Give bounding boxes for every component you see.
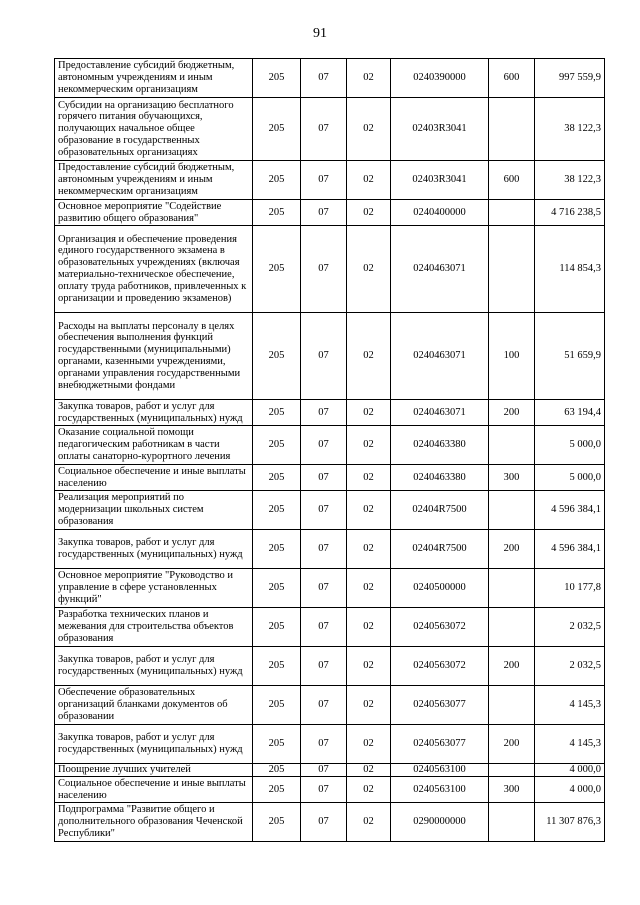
target-code: 0240563100 xyxy=(391,764,489,777)
expense-type-code xyxy=(489,226,535,313)
budget-table xyxy=(54,58,605,842)
row-name: Оказание социальной помощи педагогическим работникам в части оплаты санаторно-курортного лечения xyxy=(55,426,253,465)
ministry-code: 205 xyxy=(253,608,301,647)
ministry-code: 205 xyxy=(253,725,301,764)
row-name: Основное мероприятие "Руководство и управление в сфере установленных функций" xyxy=(55,569,253,608)
section-code: 07 xyxy=(301,647,347,686)
amount: 4 000,0 xyxy=(535,777,605,803)
table-row xyxy=(55,98,605,161)
subsection-code: 02 xyxy=(347,647,391,686)
subsection-code: 02 xyxy=(347,530,391,569)
table-row xyxy=(55,530,605,569)
ministry-code: 205 xyxy=(253,98,301,161)
table-row xyxy=(55,647,605,686)
expense-type-code: 200 xyxy=(489,400,535,426)
subsection-code: 02 xyxy=(347,200,391,226)
target-code: 0240463380 xyxy=(391,465,489,491)
amount: 4 596 384,1 xyxy=(535,491,605,530)
row-name: Обеспечение образовательных организаций бланками документов об образовании xyxy=(55,686,253,725)
subsection-code: 02 xyxy=(347,59,391,98)
section-code: 07 xyxy=(301,161,347,200)
row-name: Субсидии на организацию бесплатного горячего питания обучающихся, получающих начальное общее образование в государственных образовательных организациях xyxy=(55,98,253,161)
row-name: Предоставление субсидий бюджетным, автономным учреждениям и иным некоммерческим организациям xyxy=(55,161,253,200)
section-code: 07 xyxy=(301,59,347,98)
row-name: Закупка товаров, работ и услуг для государственных (муниципальных) нужд xyxy=(55,725,253,764)
table-row xyxy=(55,59,605,98)
ministry-code: 205 xyxy=(253,491,301,530)
section-code: 07 xyxy=(301,98,347,161)
target-code: 0240463071 xyxy=(391,313,489,400)
table-row xyxy=(55,491,605,530)
ministry-code: 205 xyxy=(253,426,301,465)
row-name: Социальное обеспечение и иные выплаты населению xyxy=(55,777,253,803)
amount: 38 122,3 xyxy=(535,98,605,161)
subsection-code: 02 xyxy=(347,777,391,803)
expense-type-code xyxy=(489,803,535,842)
subsection-code: 02 xyxy=(347,98,391,161)
amount: 5 000,0 xyxy=(535,426,605,465)
table-row xyxy=(55,803,605,842)
amount: 2 032,5 xyxy=(535,647,605,686)
row-name: Поощрение лучших учителей xyxy=(55,764,253,777)
table-row xyxy=(55,400,605,426)
table-row xyxy=(55,465,605,491)
section-code: 07 xyxy=(301,426,347,465)
subsection-code: 02 xyxy=(347,608,391,647)
ministry-code: 205 xyxy=(253,59,301,98)
target-code: 0240563077 xyxy=(391,686,489,725)
table-row xyxy=(55,608,605,647)
ministry-code: 205 xyxy=(253,161,301,200)
expense-type-code: 200 xyxy=(489,647,535,686)
expense-type-code: 100 xyxy=(489,313,535,400)
table-row xyxy=(55,725,605,764)
table-row xyxy=(55,764,605,777)
section-code: 07 xyxy=(301,465,347,491)
target-code: 0240463380 xyxy=(391,426,489,465)
expense-type-code xyxy=(489,608,535,647)
ministry-code: 205 xyxy=(253,569,301,608)
target-code: 0240463071 xyxy=(391,400,489,426)
subsection-code: 02 xyxy=(347,491,391,530)
amount: 11 307 876,3 xyxy=(535,803,605,842)
subsection-code: 02 xyxy=(347,803,391,842)
expense-type-code xyxy=(489,569,535,608)
target-code: 0290000000 xyxy=(391,803,489,842)
row-name: Основное мероприятие "Содействие развитию общего образования" xyxy=(55,200,253,226)
expense-type-code xyxy=(489,98,535,161)
section-code: 07 xyxy=(301,200,347,226)
section-code: 07 xyxy=(301,764,347,777)
amount: 51 659,9 xyxy=(535,313,605,400)
ministry-code: 205 xyxy=(253,226,301,313)
row-name: Организация и обеспечение проведения единого государственного экзамена в образовательных учреждениях (включая материально-техническое обеспечение, оплату труда работников, привлеченных к организации и проведению экзаменов) xyxy=(55,226,253,313)
target-code: 02403R3041 xyxy=(391,98,489,161)
ministry-code: 205 xyxy=(253,764,301,777)
section-code: 07 xyxy=(301,777,347,803)
amount: 4 596 384,1 xyxy=(535,530,605,569)
target-code: 0240400000 xyxy=(391,200,489,226)
subsection-code: 02 xyxy=(347,569,391,608)
subsection-code: 02 xyxy=(347,426,391,465)
subsection-code: 02 xyxy=(347,764,391,777)
amount: 2 032,5 xyxy=(535,608,605,647)
subsection-code: 02 xyxy=(347,226,391,313)
table-row xyxy=(55,777,605,803)
expense-type-code: 200 xyxy=(489,530,535,569)
subsection-code: 02 xyxy=(347,313,391,400)
table-row xyxy=(55,226,605,313)
ministry-code: 205 xyxy=(253,777,301,803)
ministry-code: 205 xyxy=(253,465,301,491)
section-code: 07 xyxy=(301,400,347,426)
target-code: 02403R3041 xyxy=(391,161,489,200)
ministry-code: 205 xyxy=(253,803,301,842)
expense-type-code: 600 xyxy=(489,161,535,200)
section-code: 07 xyxy=(301,608,347,647)
target-code: 02404R7500 xyxy=(391,491,489,530)
page-number: 91 xyxy=(313,26,327,41)
expense-type-code xyxy=(489,200,535,226)
row-name: Закупка товаров, работ и услуг для государственных (муниципальных) нужд xyxy=(55,647,253,686)
target-code: 0240463071 xyxy=(391,226,489,313)
section-code: 07 xyxy=(301,226,347,313)
ministry-code: 205 xyxy=(253,200,301,226)
row-name: Реализация мероприятий по модернизации школьных систем образования xyxy=(55,491,253,530)
target-code: 0240390000 xyxy=(391,59,489,98)
expense-type-code: 200 xyxy=(489,725,535,764)
subsection-code: 02 xyxy=(347,465,391,491)
expense-type-code xyxy=(489,764,535,777)
expense-type-code xyxy=(489,426,535,465)
section-code: 07 xyxy=(301,725,347,764)
subsection-code: 02 xyxy=(347,161,391,200)
row-name: Разработка технических планов и межевания для строительства объектов образования xyxy=(55,608,253,647)
subsection-code: 02 xyxy=(347,400,391,426)
amount: 4 716 238,5 xyxy=(535,200,605,226)
section-code: 07 xyxy=(301,313,347,400)
table-row xyxy=(55,161,605,200)
ministry-code: 205 xyxy=(253,313,301,400)
section-code: 07 xyxy=(301,803,347,842)
expense-type-code: 300 xyxy=(489,465,535,491)
target-code: 0240563072 xyxy=(391,647,489,686)
row-name: Подпрограмма "Развитие общего и дополнительного образования Чеченской Республики" xyxy=(55,803,253,842)
target-code: 02404R7500 xyxy=(391,530,489,569)
table-row xyxy=(55,569,605,608)
ministry-code: 205 xyxy=(253,647,301,686)
target-code: 0240500000 xyxy=(391,569,489,608)
ministry-code: 205 xyxy=(253,686,301,725)
row-name: Предоставление субсидий бюджетным, автономным учреждениям и иным некоммерческим организациям xyxy=(55,59,253,98)
row-name: Социальное обеспечение и иные выплаты населению xyxy=(55,465,253,491)
amount: 4 145,3 xyxy=(535,686,605,725)
target-code: 0240563100 xyxy=(391,777,489,803)
expense-type-code xyxy=(489,491,535,530)
section-code: 07 xyxy=(301,686,347,725)
row-name: Закупка товаров, работ и услуг для государственных (муниципальных) нужд xyxy=(55,400,253,426)
amount: 114 854,3 xyxy=(535,226,605,313)
subsection-code: 02 xyxy=(347,725,391,764)
section-code: 07 xyxy=(301,491,347,530)
amount: 10 177,8 xyxy=(535,569,605,608)
expense-type-code xyxy=(489,686,535,725)
ministry-code: 205 xyxy=(253,400,301,426)
amount: 4 000,0 xyxy=(535,764,605,777)
ministry-code: 205 xyxy=(253,530,301,569)
amount: 38 122,3 xyxy=(535,161,605,200)
row-name: Закупка товаров, работ и услуг для государственных (муниципальных) нужд xyxy=(55,530,253,569)
table-row xyxy=(55,686,605,725)
amount: 5 000,0 xyxy=(535,465,605,491)
table-row xyxy=(55,426,605,465)
section-code: 07 xyxy=(301,569,347,608)
section-code: 07 xyxy=(301,530,347,569)
expense-type-code: 600 xyxy=(489,59,535,98)
expense-type-code: 300 xyxy=(489,777,535,803)
row-name: Расходы на выплаты персоналу в целях обеспечения выполнения функций государственными (муниципальными) органами, казенными учреждениями, органами управления государственными внебюджетными фондами xyxy=(55,313,253,400)
amount: 997 559,9 xyxy=(535,59,605,98)
target-code: 0240563077 xyxy=(391,725,489,764)
table-row xyxy=(55,313,605,400)
amount: 4 145,3 xyxy=(535,725,605,764)
subsection-code: 02 xyxy=(347,686,391,725)
table-row xyxy=(55,200,605,226)
target-code: 0240563072 xyxy=(391,608,489,647)
amount: 63 194,4 xyxy=(535,400,605,426)
